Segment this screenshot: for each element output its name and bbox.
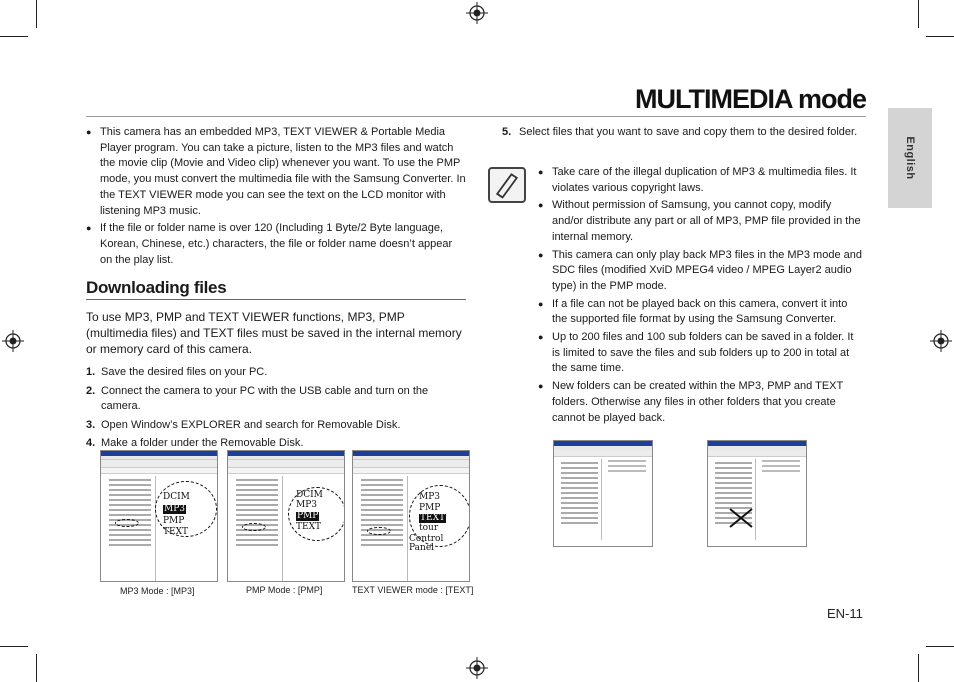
step-item: 3. Open Window’s EXPLORER and search for Removable Disk. xyxy=(86,418,401,431)
folder-label: DCIM xyxy=(163,492,190,502)
page-title: MULTIMEDIA mode xyxy=(635,84,866,114)
left-column xyxy=(86,125,466,455)
crop-mark xyxy=(918,654,919,682)
note-block xyxy=(502,165,864,428)
step-item: 1. Save the desired files on your PC. xyxy=(86,366,268,379)
folder-label: PMP xyxy=(419,503,441,513)
step-item: 4. Make a folder under the Removable Disk. xyxy=(86,437,304,450)
folder-label: TEXT xyxy=(163,527,188,537)
folder-label: PMP xyxy=(297,511,319,521)
folder-label: TEXT xyxy=(296,522,321,532)
section-title: Downloading files xyxy=(86,278,466,300)
crop-mark xyxy=(926,36,954,37)
bullet-item: ● If the file or folder name is over 120 (Including 1 Byte/2 Byte language, Korean, Chinese, etc.) characters, the file or folder name doesn’t appear on the play list. xyxy=(86,221,466,268)
note-item: ● Take care of the illegal duplication of MP3 & multimedia files. It violates various copyright laws. xyxy=(538,165,864,196)
highlight-oval xyxy=(242,523,266,531)
step-item: 2. Connect the camera to your PC with the USB cable and turn on the camera. xyxy=(86,384,429,413)
right-column xyxy=(502,125,864,140)
figure-caption: TEXT VIEWER mode : [TEXT] xyxy=(352,585,474,595)
explorer-screenshot-text xyxy=(352,450,470,582)
note-item: ● Without permission of Samsung, you cannot copy, modify and/or distribute any part or all of MP3, PMP file provided in the internal memory. xyxy=(538,198,864,245)
folder-label: PMP xyxy=(163,516,185,526)
explorer-screenshot-pmp xyxy=(227,450,345,582)
registration-mark-icon xyxy=(2,330,24,352)
folder-label: MP3 xyxy=(296,500,317,510)
registration-mark-icon xyxy=(930,330,952,352)
note-item: ● This camera can only play back MP3 files in the MP3 mode and SDC files (modified XviD MPEG4 video / MPEG Layer2 audio type) in the PMP mode. xyxy=(538,248,864,295)
crop-mark xyxy=(36,0,37,28)
title-rule xyxy=(86,116,866,117)
crop-mark xyxy=(0,36,28,37)
bullet-item: ● This camera has an embedded MP3, TEXT VIEWER & Portable Media Player program. You can take a picture, listen to the MP3 files and watch the movie clip (Movie and Video clip) whenever you want. To use the PMP mode, you must convert the multimedia file with the Samsung Converter. In the TEXT VIEWER mode you can see the text on the LCD monitor with listening MP3 music. xyxy=(86,125,466,219)
registration-mark-icon xyxy=(466,657,488,679)
note-item: ● If a file can not be played back on this camera, convert it into the supported file format by using the Samsung Converter. xyxy=(538,297,864,328)
page-number: EN-11 xyxy=(827,606,863,621)
note-item: ● Up to 200 files and 100 sub folders can be saved in a folder. It is limited to save the files and sub folders up to 200 in total at the same time. xyxy=(538,330,864,377)
folder-label: Control Panel xyxy=(409,534,444,553)
intro-paragraph: To use MP3, PMP and TEXT VIEWER functions, MP3, PMP (multimedia files) and TEXT files must be saved in the internal memory or memory card of this camera. xyxy=(86,310,462,357)
figure-caption: PMP Mode : [PMP] xyxy=(246,585,323,595)
copy-files-screenshot xyxy=(553,440,653,547)
figure-caption: MP3 Mode : [MP3] xyxy=(120,586,195,596)
cross-mark-icon xyxy=(728,507,754,529)
crop-mark xyxy=(0,646,28,647)
language-tab xyxy=(888,108,932,208)
explorer-screenshot-mp3 xyxy=(100,450,218,582)
crop-mark xyxy=(918,0,919,28)
note-item: ● New folders can be created within the MP3, PMP and TEXT folders. Otherwise any files in other folders that you create cannot be played back. xyxy=(538,379,864,426)
note-pencil-icon xyxy=(488,167,526,203)
invalid-folder-screenshot xyxy=(707,440,807,547)
folder-label: MP3 xyxy=(419,492,440,502)
folder-label: DCIM xyxy=(296,490,323,500)
crop-mark xyxy=(36,654,37,682)
crop-mark xyxy=(926,646,954,647)
step-item: 5. Select files that you want to save and copy them to the desired folder. xyxy=(502,126,858,138)
registration-mark-icon xyxy=(466,2,488,24)
highlight-oval xyxy=(367,527,391,535)
highlight-oval xyxy=(115,519,139,527)
folder-label: TEXT xyxy=(420,513,445,523)
folder-label: tour xyxy=(419,523,439,533)
language-tab-label: English xyxy=(904,136,916,180)
folder-label: MP3 xyxy=(164,504,185,514)
